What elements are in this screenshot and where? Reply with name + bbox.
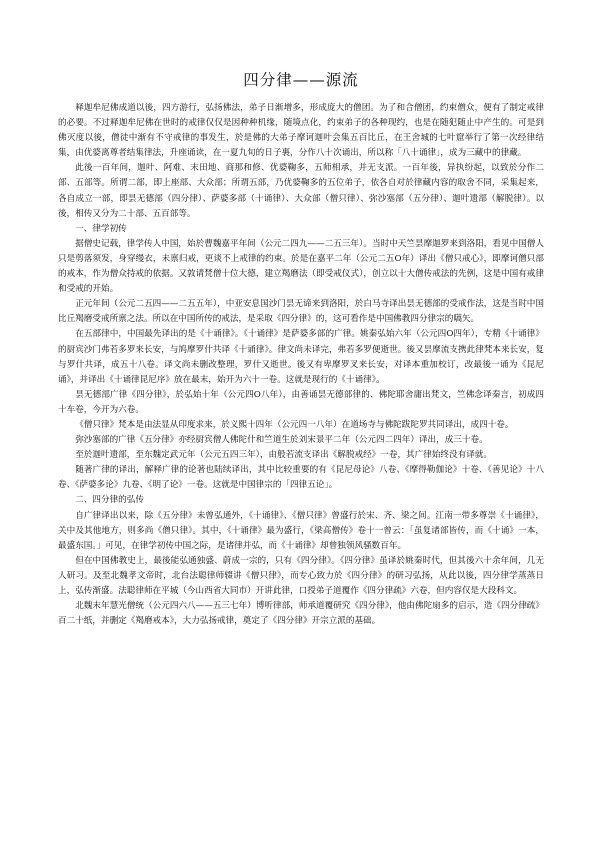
paragraph: 昙无德部广律《四分律》，於弘始十年（公元四O八年），由善诵昙无德部律的、佛陀耶舍庸出梵文，竺佛念译秦言，初成四十车卷，今开为六卷。 (58, 389, 544, 415)
paragraph: 自广律译出以来，除《五分律》未曾弘通外，《十诵律》、《僧只律》曾盛行於宋、齐、梁之间。江南一带多尊崇《十诵律》，关中及其他地方，则多尚《僧只律》。其中，《十诵律》最为盛行，《梁高僧传》卷十一曾云：「虽复诸部皆传，而《十诵》一本，最盛东国。」可见，在律学初传中国之际，是诸律并弘，而《十诵律》却曾独领风骚数百年。 (58, 510, 544, 551)
paragraph: 正元年间（公元二五四——二五五年），中亚安息国沙门昙无谛来到洛阳，於白马寺译出昙无德部的受戒作法，这是当时中国比丘羯磨受戒所禀之法。所以在中国所传的戒法，是采取《四分律》的，这可看作是中国佛教四分律宗的嚆矢。 (58, 299, 544, 325)
section-heading: 二、四分律的弘传 (75, 495, 144, 506)
paragraph: 在五部律中，中国最先译出的是《十诵律》。《十诵律》是萨婆多部的广律。姚秦弘始六年（公元四O四年），专精《十诵律》的厨宾沙门弗若多罗来长安，与鸠摩罗什共译《十诵律》。律文尚未译完，弗若多罗便逝世。後又昙摩流支携此律梵本来长安，复与罗什共译，成五十八卷。译文尚未删改整理，罗什又逝世。後又有卑摩罗叉来长安，对译本重加校订，改最後一诵为《昆尼诵》，并译出《十诵律昆尼序》放在最末，始开为六十一卷。这就是现行的《十诵律》。 (58, 329, 544, 385)
paragraph: 北魏末年慧光僧统（公元四六八——五三七年）博听律部，师承道覆研究《四分律》，他由佛陀扇多的启示，造《四分律疏》百二十纸，并删定《羯磨戒本》，大力弘扬戒律，奠定了《四分律》开宗立派的基础。 (58, 601, 544, 627)
paragraph: 《僧只律》梵本是由法显从印度求来，於义熙十四年（公元四一八年）在道场寺与佛陀跋陀罗共同译出，成四十卷。 (75, 419, 514, 430)
paragraph: 据僧史记载，律学传人中国，始於曹魏嘉平年间（公元二四九——二五三年）。当时中天竺昙摩迦罗来到洛阳，看见中国僧人只是剪落须发，身穿缦衣，未禀归戒，更谈不上戒律的约束。於是在嘉平二年（公元二五O年）译出《僧只戒心》，即摩诃僧只部的戒本，作为僧众持戒的依据。又敦请梵僧十位大德，建立羯磨法（即受戒仪式），创立以十大僧传戒法的先例，这是中国有戒律和受戒的开始。 (58, 238, 544, 295)
paragraph: 但在中国佛教史上，最後能弘通独盛、蔚成一宗的，只有《四分律》。《四分律》虽译於姚秦时代，但其後六十余年间，几无人研习。及至北魏孝文帝时，北台法聪律师辍讲《僧只律》，而专心致力於《四分律》的研习弘扬，从此以後，四分律学蒸蒸日上，弘传渐盛。法聪律师在平城（今山西省大同市）开讲此律，口授弟子道覆作《四分律疏》六卷，但内容仅是大段科文。 (58, 555, 544, 596)
page-title: 四分律——源流 (243, 71, 359, 89)
paragraph: 此後一百年间，迦叶、阿难、末田地、商那和修、优婆鞠多，五师相承，并无支派。一百年後，异执纷起，以致於分作二部、五部等。所谓二部，即上座部、大众部；所谓五部，乃优婆鞠多的五位弟子，依各自对於律藏内容的取舍不同，采集起来，各自成立一部，即昙无德部（四分律）、萨婆多部（十诵律）、大众部（僧只律）、弥沙塞部（五分律）、迦叶遗部（解脱律）。以後，相传又分为二十部、五百部等。 (58, 163, 544, 219)
paragraph: 随著广律的译出，解释广律的论著也陆续译出，其中比较重要的有《昆尼母论》八卷、《摩得勒伽论》十卷、《善见论》十八卷、《萨婆多论》九卷、《明了论》一卷。这就是中国律宗的「四律五论」。 (58, 465, 544, 491)
paragraph: 释迦牟尼佛成道以後，四方游行，弘扬佛法，弟子日渐增多，形成庞大的僧团。为了和合僧团，约束僧众，便有了制定戒律的必要。不过释迦牟尼佛在世时的戒律仅仅是因种种机缘，随境点化，约束弟子的各种现约，也是在随犯随止中产生的。可是到佛灭度以後，僧徒中渐有不守戒律的事发生，於是佛的大弟子摩诃迦叶会集五百比丘，在王舍城的七叶窟举行了第一次经律结集，由优婆离尊者结集律法，升座诵读，在一夏九旬的日子裏，分作八十次诵出，所以称「八十诵律」，成为三藏中的律藏。 (58, 103, 544, 159)
section-heading: 一、律学初传 (75, 223, 127, 234)
paragraph: 至於迦叶遗部，至东魏定武元年（公元五四三年），由般若流支译出《解脱戒经》一卷，其广律始终没有译就。 (75, 450, 492, 461)
document-body (58, 101, 544, 629)
paragraph: 弥沙塞部的广律《五分律》亦经厨宾僧人佛陀什和竺道生於刘宋景平二年（公元四二四年）译出，成三十卷。 (75, 435, 488, 446)
